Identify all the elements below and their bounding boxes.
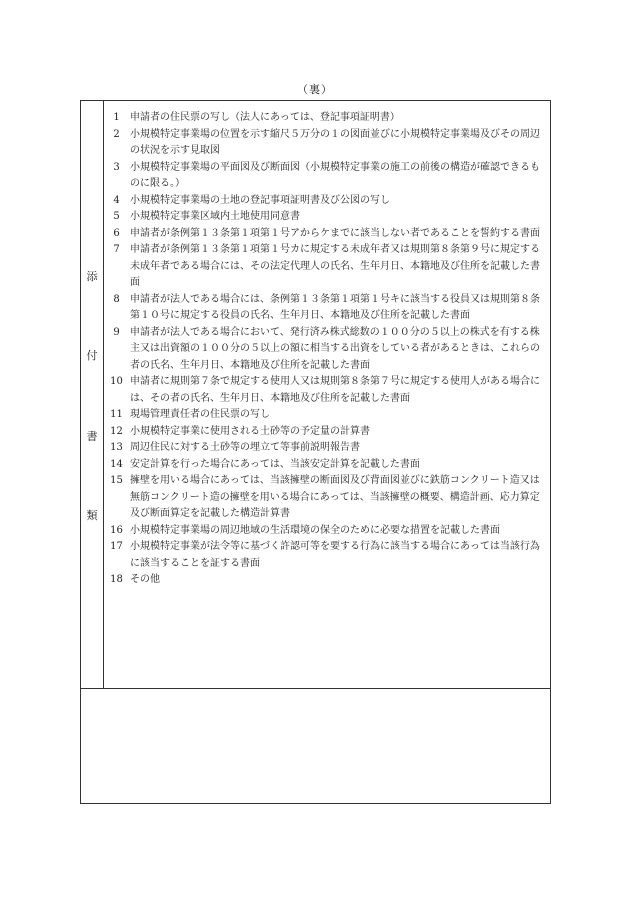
item-text: その他 — [130, 574, 160, 585]
item-number: 13 — [110, 442, 123, 453]
item-text: 申請者が条例第１３条第１項第１号アからケまでに該当しない者であることを誓約する書面 — [130, 227, 540, 239]
list-item — [103, 424, 550, 441]
item-number: 1 — [113, 112, 120, 123]
item-text: 小規模特定事業区域内土地使用同意書 — [130, 211, 300, 222]
item-text: 申請者の住民票の写し（法人にあっては、登記事項証明書） — [130, 112, 400, 123]
list-item — [103, 407, 550, 424]
attachments-list — [103, 110, 550, 589]
attachments-row — [81, 101, 550, 689]
item-number: 7 — [113, 244, 120, 255]
item-number: 8 — [113, 293, 120, 305]
item-number: 6 — [113, 227, 120, 239]
item-number: 2 — [113, 128, 120, 140]
item-text: 安定計算を行った場合にあっては、当該安定計算を記載した書面 — [130, 458, 420, 470]
list-item — [103, 539, 550, 572]
item-text: 申請者が法人である場合において、発行済み株式総数の１００分の５以上の株式を有する株主又は出資額の１００分の５以上の額に相当する出資をしている者があるときは、これらの者の氏名、生年月日、本籍地及び住所を記載した書面 — [130, 326, 540, 371]
item-text: 小規模特定事業が法令等に基づく許認可等を要する行為に該当する場合にあっては当該行為に該当することを証する書面 — [130, 541, 540, 569]
item-number: 14 — [110, 458, 123, 470]
label-char-2: 付 — [86, 349, 98, 362]
attachments-label-column — [81, 101, 104, 688]
list-item — [103, 127, 550, 160]
list-item — [103, 226, 550, 243]
item-number: 16 — [110, 524, 123, 536]
label-char-4: 類 — [86, 509, 98, 522]
item-number: 15 — [110, 475, 123, 486]
item-text: 周辺住民に対する土砂等の埋立て等事前説明報告書 — [130, 442, 360, 453]
item-number: 3 — [113, 161, 120, 173]
item-text: 小規模特定事業場の位置を示す縮尺５万分の１の図面並びに小規模特定事業場及びその周辺の状況を示す見取図 — [130, 128, 540, 156]
item-text: 擁壁を用いる場合にあっては、当該擁壁の断面図及び背面図並びに鉄筋コンクリート造又は無筋コンクリート造の擁壁を用いる場合にあっては、当該擁壁の概要、構造計画、応力算定及び断面算定を記載した構造計算書 — [130, 475, 540, 519]
list-item — [103, 242, 550, 292]
item-text: 申請者が条例第１３条第１項第１号カに規定する未成年者又は規則第８条第９号に規定する未成年者である場合には、その法定代理人の氏名、生年月日、本籍地及び住所を記載した書面 — [130, 244, 540, 288]
item-number: 9 — [113, 326, 120, 338]
item-number: 11 — [110, 409, 123, 420]
item-text: 現場管理責任者の住民票の写し — [130, 409, 270, 420]
item-text: 小規模特定事業場の平面図及び断面図（小規模特定事業の施工の前後の構造が確認できるものに限る。） — [130, 161, 540, 189]
item-text: 小規模特定事業場の周辺地域の生活環境の保全のために必要な措置を記載した書面 — [130, 524, 500, 536]
list-item — [103, 572, 550, 589]
label-char-1: 添 — [86, 270, 98, 283]
notes-blank-area — [81, 689, 550, 803]
list-item — [103, 325, 550, 375]
item-number: 18 — [110, 574, 123, 585]
list-item — [103, 110, 550, 127]
attachment-form-table — [80, 100, 551, 804]
list-item — [103, 292, 550, 325]
item-number: 12 — [110, 425, 123, 437]
list-item — [103, 160, 550, 193]
list-item — [103, 209, 550, 226]
item-text: 小規模特定事業に使用される土砂等の予定量の計算書 — [130, 425, 370, 437]
item-number: 10 — [110, 376, 123, 387]
item-text: 申請者に規則第７条で規定する使用人又は規則第８条第７号に規定する使用人がある場合には、その者の氏名、生年月日、本籍地及び住所を記載した書面 — [130, 376, 540, 404]
list-item — [103, 440, 550, 457]
item-text: 小規模特定事業場の土地の登記事項証明書及び公図の写し — [130, 194, 390, 206]
item-number: 17 — [110, 541, 123, 552]
list-item — [103, 457, 550, 474]
list-item — [103, 473, 550, 523]
list-item — [103, 374, 550, 407]
label-char-3: 書 — [86, 430, 98, 443]
item-text: 申請者が法人である場合には、条例第１３条第１項第１号キに該当する役員又は規則第８条第１０号に規定する役員の氏名、生年月日、本籍地及び住所を記載した書面 — [130, 293, 540, 321]
list-item — [103, 193, 550, 210]
page-heading: （裏） — [297, 83, 333, 96]
item-number: 4 — [113, 194, 120, 206]
list-item — [103, 523, 550, 540]
item-number: 5 — [113, 211, 120, 222]
